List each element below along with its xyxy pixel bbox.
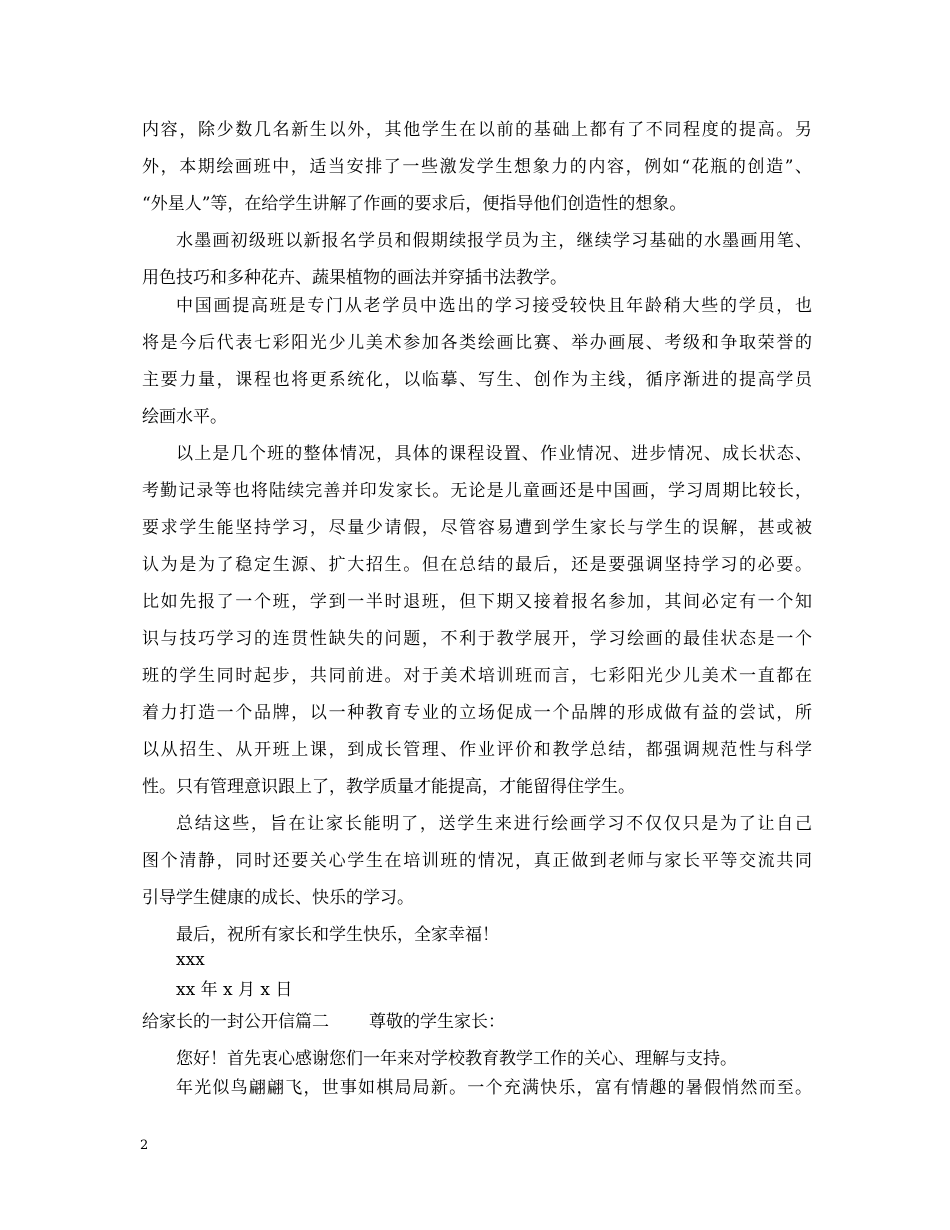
text-line: 引导学生健康的成长、快乐的学习。 bbox=[142, 888, 414, 908]
text-line: 性。只有管理意识跟上了，教学质量才能提高，才能留得住学生。 bbox=[142, 777, 635, 797]
text-line: 水墨画初级班以新报名学员和假期续报学员为主，继续学习基础的水墨画用笔、 bbox=[176, 231, 812, 251]
letter-heading bbox=[142, 1007, 505, 1037]
text-line: 班的学生同时起步，共同前进。对于美术培训班而言，七彩阳光少儿美术一直都在 bbox=[142, 666, 812, 686]
text-line: 最后，祝所有家长和学生快乐，全家幸福！ bbox=[176, 925, 499, 945]
text-line: 年光似鸟翩翩飞，世事如棋局局新。一个充满快乐，富有情趣的暑假悄然而至。 bbox=[176, 1078, 812, 1098]
text-line: 比如先报了一个班，学到一半时退班，但下期又接着报名参加，其间必定有一个知 bbox=[142, 592, 812, 612]
text-line: 绘画水平。 bbox=[142, 407, 227, 427]
text-line: 主要力量，课程也将更系统化，以临摹、写生、创作为主线，循序渐进的提高学员 bbox=[142, 370, 812, 390]
text-line: “外星人”等，在给学生讲解了作画的要求后，便指导他们创造性的想象。 bbox=[142, 194, 687, 214]
letter-title: 给家长的一封公开信篇二 bbox=[142, 1012, 329, 1032]
greeting-line: 您好！首先衷心感谢您们一年来对学校教育教学工作的关心、理解与支持。 bbox=[176, 1049, 737, 1069]
text-line: 着力打造一个品牌，以一种教育专业的立场促成一个品牌的形成做有益的尝试，所 bbox=[142, 703, 812, 723]
text-line: 要求学生能坚持学习，尽量少请假，尽管容易遭到学生家长与学生的误解，甚或被 bbox=[142, 518, 812, 538]
text-line: 认为是为了稳定生源、扩大招生。但在总结的最后，还是要强调坚持学习的必要。 bbox=[142, 555, 812, 575]
text-line: 考勤记录等也将陆续完善并印发家长。无论是儿童画还是中国画，学习周期比较长， bbox=[142, 481, 812, 501]
text-line: 用色技巧和多种花卉、蔬果植物的画法并穿插书法教学。 bbox=[142, 268, 567, 288]
text-line: 以从招生、从开班上课，到成长管理、作业评价和教学总结，都强调规范性与科学 bbox=[142, 740, 812, 760]
text-line: 总结这些，旨在让家长能明了，送学生来进行绘画学习不仅仅只是为了让自己 bbox=[176, 814, 812, 834]
page-number: 2 bbox=[140, 1138, 149, 1153]
letter-salutation: 尊敬的学生家长： bbox=[369, 1012, 505, 1032]
text-line: 外，本期绘画班中，适当安排了一些激发学生想象力的内容，例如“花瓶的创造”、 bbox=[142, 157, 812, 177]
text-line: 内容，除少数几名新生以外，其他学生在以前的基础上都有了不同程度的提高。另 bbox=[142, 120, 812, 140]
signature-date: xx 年 x 月 x 日 bbox=[176, 980, 293, 1000]
text-line: 将是今后代表七彩阳光少儿美术参加各类绘画比赛、举办画展、考级和争取荣誉的 bbox=[142, 333, 812, 353]
text-line: 图个清静，同时还要关心学生在培训班的情况，真正做到老师与家长平等交流共同 bbox=[142, 851, 812, 871]
text-line: 中国画提高班是专门从老学员中选出的学习接受较快且年龄稍大些的学员，也 bbox=[176, 296, 812, 316]
text-line: 识与技巧学习的连贯性缺失的问题，不利于教学展开，学习绘画的最佳状态是一个 bbox=[142, 629, 812, 649]
signature-name: xxx bbox=[176, 950, 205, 970]
text-line: 以上是几个班的整体情况，具体的课程设置、作业情况、进步情况、成长状态、 bbox=[176, 444, 812, 464]
